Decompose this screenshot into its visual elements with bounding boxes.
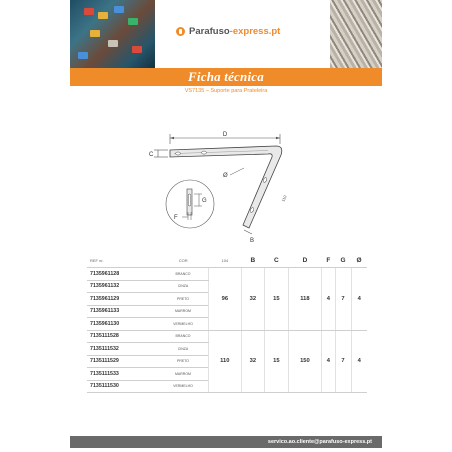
header-b: B xyxy=(241,254,264,268)
header-d: D xyxy=(288,254,322,268)
header-banner xyxy=(70,0,382,68)
header-f: F xyxy=(322,254,335,268)
spec-sheet xyxy=(70,0,382,452)
header-color: COR xyxy=(158,254,209,268)
brand-logo: Parafuso-express.pt xyxy=(176,26,280,37)
screw-logo-icon xyxy=(176,27,185,36)
table-header-row xyxy=(87,254,367,268)
dim-c-label: C xyxy=(149,152,154,158)
table-row: 7135961130 VERMELHO xyxy=(87,318,367,331)
dim-b-label: B xyxy=(250,238,255,244)
table-row: 7135111532 CINZA xyxy=(87,343,367,356)
header-a: 104 xyxy=(209,254,242,268)
dim-d-label: D xyxy=(222,132,228,138)
table-row: 7135111529 PRETO xyxy=(87,355,367,368)
contact-email[interactable]: servico.ao.cliente@parafuso-express.pt xyxy=(267,439,372,445)
table-row: 7135961133 MARROM xyxy=(87,305,367,318)
header-c: C xyxy=(265,254,288,268)
table-row: 7135961129 PRETO xyxy=(87,293,367,306)
header-diameter: Ø xyxy=(351,254,367,268)
screws-photo xyxy=(330,0,382,68)
hole-top-1 xyxy=(176,152,181,155)
dim-diameter-label: Ø xyxy=(223,172,228,179)
tools-photo xyxy=(70,0,155,68)
header-g: G xyxy=(335,254,351,268)
table-row: 7135111528 BRANCO 110 32 15 150 4 7 4 xyxy=(87,330,367,343)
page-title: Ficha técnica xyxy=(188,69,264,84)
dim-side-label: 110 xyxy=(280,194,288,203)
table-row: 7135961128 BRANCO 96 32 15 118 4 7 4 xyxy=(87,268,367,281)
footer-bar xyxy=(70,436,382,448)
hole-top-2 xyxy=(202,151,207,154)
table-row: 7135111533 MARROM xyxy=(87,368,367,381)
table-row: 7135111530 VERMELHO xyxy=(87,380,367,393)
header-ref: REF nr. xyxy=(87,254,158,268)
detail-slot xyxy=(188,194,191,206)
bracket-technical-drawing xyxy=(144,130,314,250)
product-subtitle: VS7135 – Suporte para Prateleira xyxy=(184,88,268,94)
dim-b-line xyxy=(244,230,252,234)
dim-f-label: F xyxy=(174,215,178,221)
title-band xyxy=(70,68,382,86)
spec-table xyxy=(87,254,367,393)
table-row: 7135961132 CINZA xyxy=(87,280,367,293)
dim-g-label: G xyxy=(202,198,207,204)
